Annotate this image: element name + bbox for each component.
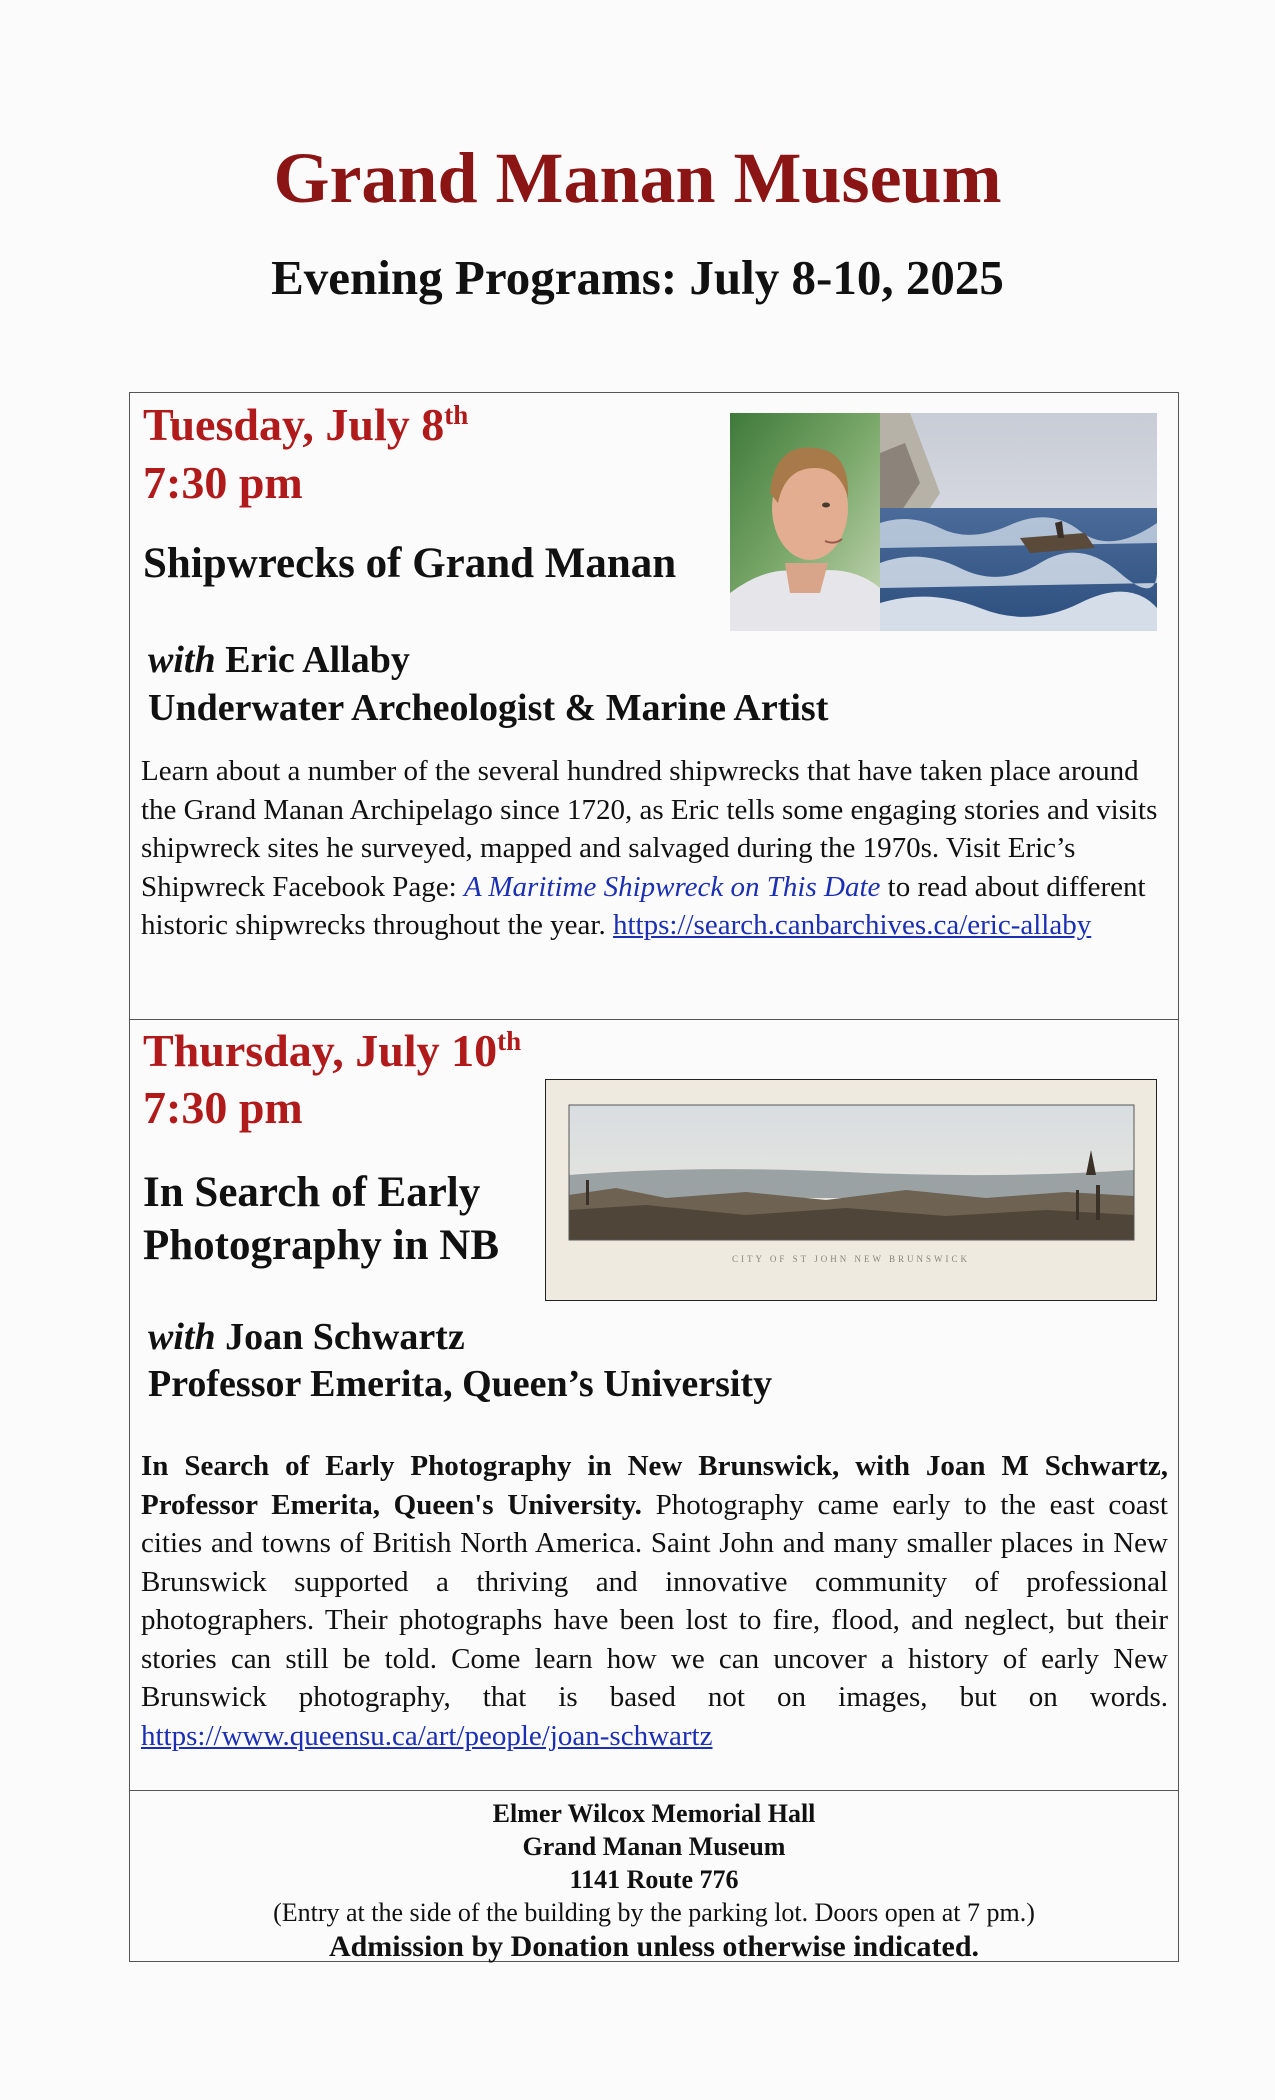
eric-allaby-link[interactable]: https://search.canbarchives.ca/eric-allaby <box>612 909 1092 941</box>
museum-name: Grand Manan Museum <box>522 1832 786 1861</box>
page-title: Grand Manan Museum <box>273 138 1002 218</box>
event2-speaker: with Joan Schwartz <box>148 1316 465 1358</box>
footer-divider <box>129 1790 1179 1791</box>
event2-time: 7:30 pm <box>143 1082 303 1133</box>
address: 1141 Route 776 <box>569 1865 739 1894</box>
entry-note: (Entry at the side of the building by the parking lot. Doors open at 7 pm.) <box>273 1898 1035 1927</box>
panorama-caption: CITY OF ST JOHN NEW BRUNSWICK <box>731 1254 971 1264</box>
admission-note: Admission by Donation unless otherwise indicated. <box>328 1930 980 1963</box>
shipwreck-painting-image <box>880 413 1157 631</box>
joan-schwartz-link[interactable]: https://www.queensu.ca/art/people/joan-schwartz <box>141 1719 713 1752</box>
event1-speaker: with Eric Allaby <box>148 639 410 681</box>
event1-time: 7:30 pm <box>143 457 303 508</box>
event2-description: In Search of Early Photography in New Brunswick, with Joan M Schwartz, Professor Emerita, Queen's University. Photography came early to the east coast cities and towns of British North America. Saint John and many smaller places in New Brunswick supported a thriving and innovative community of professional photographers. Their photographs have been lost to fire, flood, and neglect, but their stories can still be told. Come learn how we can uncover a history of early New Brunswick photography, that is based not on images, but on words. https://www.queensu.ca/art/people/joan-schwartz <box>141 1450 1168 1752</box>
facebook-page-link[interactable]: A Maritime Shipwreck on This Date <box>463 870 881 903</box>
venue-name: Elmer Wilcox Memorial Hall <box>492 1799 816 1828</box>
speaker-portrait-image <box>730 413 880 631</box>
page-subtitle: Evening Programs: July 8-10, 2025 <box>271 250 1004 305</box>
event2-title: In Search of Early Photography in NB <box>143 1169 500 1269</box>
event2-day: Thursday, July 10th <box>143 1025 522 1076</box>
venue-info <box>129 1797 1179 1965</box>
event1-title: Shipwrecks of Grand Manan <box>143 540 677 587</box>
event1-day: Tuesday, July 8th <box>143 399 469 450</box>
event1-role: Underwater Archeologist & Marine Artist <box>148 687 829 729</box>
event1-description: Learn about a number of the several hundred shipwrecks that have taken place around the Grand Manan Archipelago since 1720, as Eric tells some engaging stories and visits shipwreck sites he surveyed, mapped and salvaged during the 1970s. Visit Eric’s Shipwreck Facebook Page: A Maritime Shipwreck on This Date to read about different historic shipwrecks throughout the year. https://search.canbarchives.ca/eric-allaby <box>141 755 1158 941</box>
event2-role: Professor Emerita, Queen’s University <box>148 1363 773 1405</box>
event-divider <box>129 1019 1179 1020</box>
saint-john-panorama-image <box>545 1079 1157 1301</box>
